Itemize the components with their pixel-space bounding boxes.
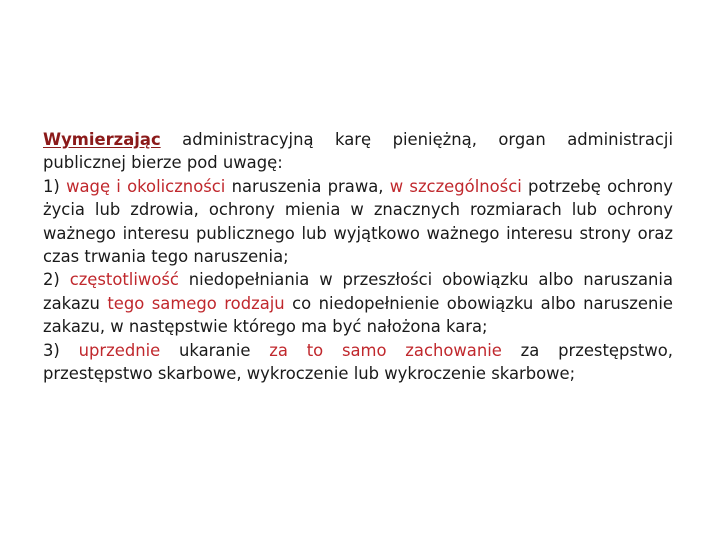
item-2-text-b: niedopełniania w przeszłości obowiązku albo naruszania zakazu [43, 270, 673, 313]
item-2-highlight-a: częstotliwość [69, 270, 179, 290]
intro-lead-word: Wymierzając [43, 130, 161, 149]
item-1-highlight-a: wagę i okoliczności [66, 176, 226, 196]
intro-paragraph [43, 128, 673, 175]
text-block [43, 128, 673, 385]
item-1-text-b: naruszenia prawa, [225, 176, 390, 196]
item-3-text-b: ukaranie [160, 340, 270, 360]
item-3-highlight-a: uprzednie [78, 340, 161, 360]
item-2-number: 2) [43, 270, 70, 290]
item-1 [43, 175, 673, 269]
intro-rest: administracyjną karę pieniężną, organ administracji publicznej bierze pod uwagę: [43, 130, 673, 173]
item-2 [43, 268, 673, 338]
item-1-text-d: potrzebę ochrony życia lub zdrowia, ochrony mienia w znacznych rozmiarach lub ochrony ważnego interesu publicznego lub wyjątkowo ważnego interesu strony oraz czas trwania tego naruszenia; [43, 176, 674, 267]
item-2-text-d: co niedopełnienie obowiązku albo naruszenie zakazu, w następstwie którego ma być nałożona kara; [43, 293, 673, 337]
item-1-number: 1) [43, 176, 67, 196]
item-2-highlight-c: tego samego rodzaju [107, 293, 285, 313]
item-1-highlight-c: w szczególności [389, 176, 522, 196]
item-3-number: 3) [43, 340, 79, 360]
item-3 [43, 339, 673, 386]
item-3-highlight-c: za to samo zachowanie [269, 340, 502, 360]
item-3-text-d: za przestępstwo, przestępstwo skarbowe, wykroczenie lub wykroczenie skarbowe; [43, 340, 673, 384]
